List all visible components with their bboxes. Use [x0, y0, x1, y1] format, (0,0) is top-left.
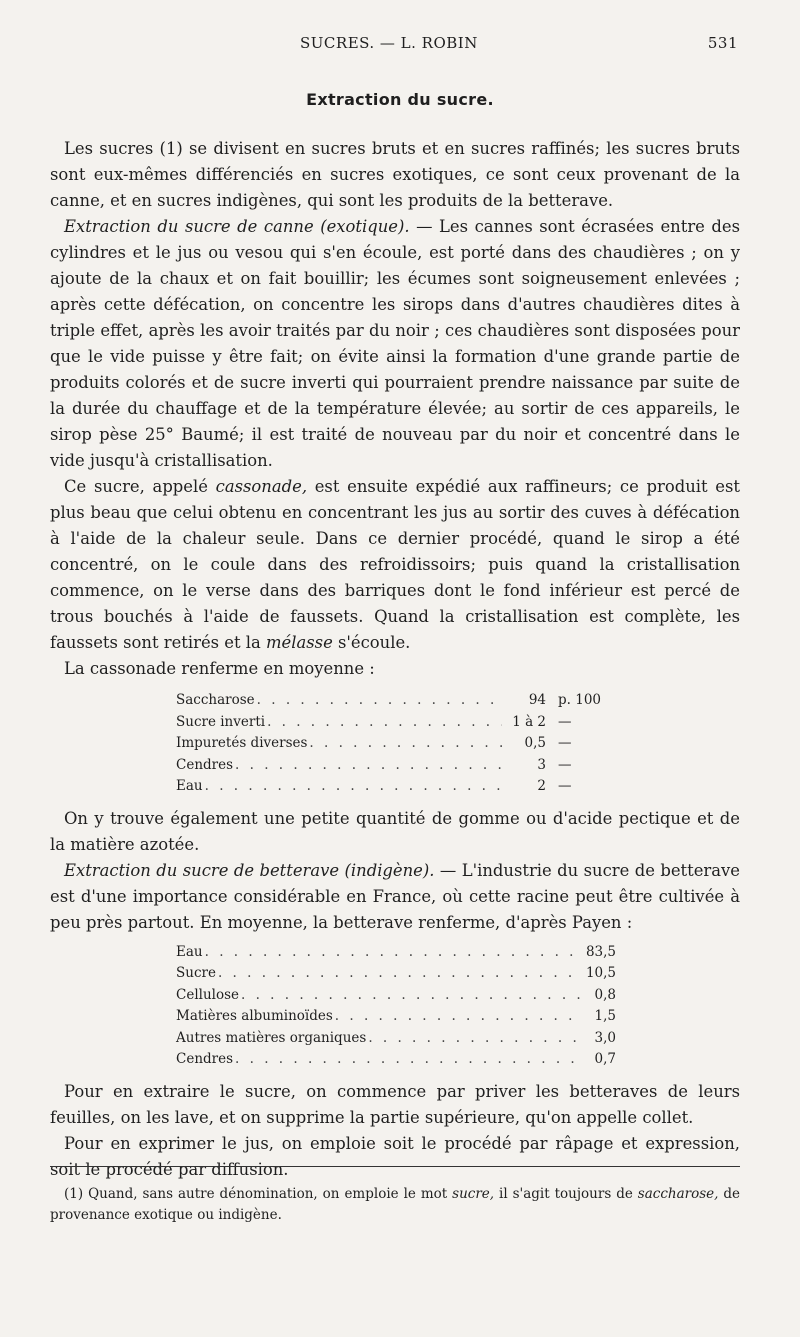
section-title: Extraction du sucre. [306, 90, 494, 109]
paragraph-exprimer: Pour en exprimer le jus, on emploie soit le procédé par râpage et expression, soit le procédé par diffusion. [50, 1133, 740, 1179]
paragraph-canne [50, 214, 740, 474]
emphasis-term: sucre, [452, 1186, 495, 1202]
row-label: Impuretés diverses [176, 735, 308, 751]
table-row [176, 1028, 616, 1050]
table-row [176, 963, 616, 985]
running-title: SUCRES. — L. ROBIN [300, 34, 478, 52]
leader-dots [233, 1049, 580, 1071]
row-label: Sucre [176, 965, 216, 981]
table-row [176, 755, 616, 777]
leader-dots [307, 733, 502, 755]
footnote [50, 1184, 740, 1226]
row-unit: p. 100 [558, 692, 601, 708]
row-label: Cendres [176, 1051, 234, 1067]
leader-dots [233, 755, 502, 777]
page-number: 531 [707, 34, 738, 52]
row-value: 3,0 [594, 1029, 616, 1046]
row-value: 94 [528, 692, 546, 708]
emphasis-term: saccharose, [637, 1186, 719, 1202]
footnote-part: il s'agit toujours de [494, 1186, 638, 1202]
row-label: Matières albuminoïdes [176, 1008, 333, 1024]
leader-dots [203, 942, 580, 964]
row-value: 10,5 [585, 965, 616, 981]
paragraph-lead: Extraction du sucre de canne (exotique). [64, 217, 410, 236]
row-label: Cendres [176, 756, 234, 773]
paragraph-text: Les sucres (1) se divisent en sucres bruts et en sucres raffinés; les sucres bruts sont eux-mêmes différenciés en sucres exotiques, ce sont ceux provenant de la canne, et en sucres indigènes, qui sont les produits de la betterave. [50, 139, 740, 210]
table-row [176, 712, 616, 734]
row-value: 83,5 [585, 943, 616, 960]
paragraph-text: Ce sucre, appelé [64, 477, 216, 496]
leader-dots [239, 985, 580, 1007]
row-value: 2 [537, 778, 546, 794]
table-row [176, 985, 616, 1007]
paragraph-betterave [50, 858, 740, 936]
leader-dots [333, 1006, 580, 1028]
paragraph-text: s'écoule. [332, 633, 411, 652]
table-row [176, 690, 616, 712]
row-unit: — [558, 778, 572, 794]
cassonade-composition-table [176, 690, 616, 798]
betterave-composition-table [176, 942, 616, 1071]
row-label: Autres matières organiques [176, 1029, 367, 1046]
table-row [176, 733, 616, 755]
row-value: 1 à 2 [512, 713, 546, 730]
emphasis-term: mélasse [266, 633, 333, 652]
row-label: Sucre inverti [176, 713, 266, 730]
footnote-part: (1) Quand, sans autre dénomination, on emploie le mot [64, 1186, 453, 1202]
paragraph-extraire: Pour en extraire le sucre, on commence par priver les betteraves de leurs feuilles, on les lave, et on supprime la partie supérieure, qu'on appelle collet. [50, 1081, 740, 1127]
paragraph-cassonade [50, 474, 740, 656]
row-unit: — [558, 756, 572, 773]
leader-dots [216, 963, 580, 985]
paragraph-text: — L'industrie du sucre de betterave est d'une importance considérable en France, où cette racine peut être cultivée à peu près partout. En moyenne, la betterave renferme, d'après Payen : [50, 860, 740, 932]
row-label: Eau [176, 943, 203, 960]
row-value: 3 [537, 756, 546, 773]
table-row [176, 1049, 616, 1071]
footnote-rule [50, 1166, 740, 1167]
row-label: Cellulose [176, 986, 240, 1003]
table-row [176, 942, 616, 964]
emphasis-term: cassonade, [215, 477, 308, 496]
row-value: 1,5 [594, 1008, 616, 1024]
row-value: 0,7 [594, 1051, 616, 1067]
row-label: Saccharose [176, 692, 255, 708]
leader-dots [265, 712, 502, 734]
row-label: Eau [176, 778, 203, 794]
row-unit: — [558, 735, 572, 751]
row-unit: — [558, 713, 572, 730]
paragraph-intro [50, 136, 740, 214]
body-text [50, 136, 740, 1183]
leader-dots [366, 1028, 580, 1050]
row-value: 0,8 [594, 986, 616, 1003]
paragraph-gomme: On y trouve également une petite quantité de gomme ou d'acide pectique et de la matière azotée. [50, 808, 740, 854]
leader-dots [203, 776, 502, 798]
paragraph-text: est ensuite expédié aux raffineurs; ce produit est plus beau que celui obtenu en concentrant les jus au sortir des cuves à défécation à l'aide de la chaleur seule. Dans ce dernier procédé, quand le sirop a été concentré, on le coule dans des refroidissoirs; puis quand la cristallisation commence, on le verse dans des barriques dont le fond inférieur est percé de trous bouchés à l'aide de faussets. Quand la cristallisation est complète, les faussets sont retirés et la [50, 477, 740, 652]
table-row [176, 776, 616, 798]
paragraph-composition-intro: La cassonade renferme en moyenne : [64, 659, 375, 678]
leader-dots [255, 690, 502, 712]
paragraph-lead: Extraction du sucre de betterave (indigène). [64, 860, 435, 880]
footnote-text [50, 1184, 740, 1226]
paragraph-text: — Les cannes sont écrasées entre des cylindres et le jus ou vesou qui s'en écoule, est porté dans des chaudières ; on y ajoute de la chaux et on fait bouillir; les écumes sont soigneusement enlevées ; après cette défécation, on concentre les sirops dans d'autres chaudières dites à triple effet, après les avoir traités par du noir ; ces chaudières sont disposées pour que le vide puisse y être fait; on évite ainsi la formation d'une grande partie de produits colorés et de sucre inverti qui pourraient prendre naissance par suite de la durée du chauffage et de la température élevée; au sortir de ces appareils, le sirop pèse 25° Baumé; il est traité de nouveau par du noir et concentré dans le vide jusqu'à cristallisation. [50, 217, 740, 470]
table-row [176, 1006, 616, 1028]
page-header [0, 34, 800, 58]
row-value: 0,5 [524, 735, 546, 751]
footnote-part: de provenance exotique ou indigène. [50, 1186, 740, 1223]
